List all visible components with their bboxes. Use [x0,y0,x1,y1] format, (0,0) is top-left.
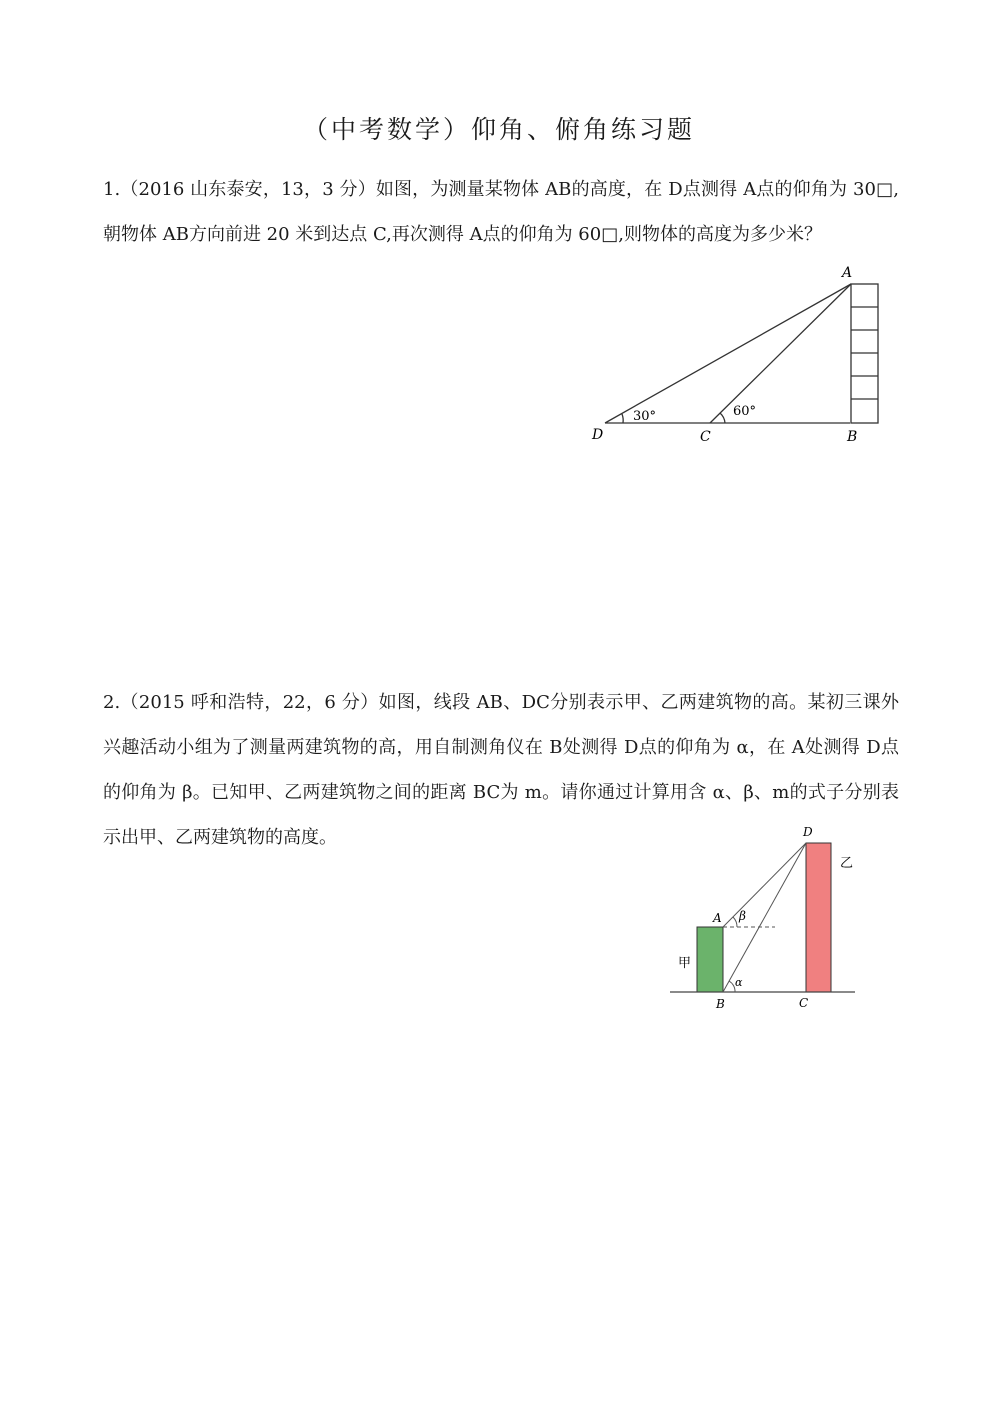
angle-label-beta: β [739,909,746,923]
angle-arc-d [622,414,623,423]
label-c2: C [799,996,809,1010]
problem-2-figure [665,820,865,1015]
label-b2: B [716,997,725,1011]
angle-arc-c [720,413,725,423]
angle-label-30: 30° [633,409,657,424]
angle-label-alpha: α [735,976,743,989]
label-a: A [842,265,853,281]
angle-arc-beta [733,917,737,927]
building-yi [806,843,831,992]
building-jia [697,927,723,992]
page-title: （中考数学）仰角、俯角练习题 [302,115,695,144]
label-b: B [847,429,858,445]
problem-1-text: 1.（2016 山东泰安，13，3 分）如图，为测量某物体 AB的高度，在 D点测得 A点的仰角为 30□,朝物体 AB方向前进 20 米到达点 C,再次测得 A点的仰角为 60□,则物体的高度为多少米？ [103,179,899,245]
label-c: C [700,429,711,445]
label-yi: 乙 [840,856,854,871]
angle-label-60: 60° [733,404,757,419]
label-jia: 甲 [678,956,692,971]
label-d2: D [803,825,813,839]
line-da [605,284,851,423]
problem-1-figure [585,262,885,450]
line-bd [723,843,806,992]
label-a2: A [713,911,722,925]
problem-2-text: 2.（2015 呼和浩特，22，6 分）如图，线段 AB、DC分别表示甲、乙两建筑物的高。某初三课外兴趣活动小组为了测量两建筑物的高，用自制测角仪在 B处测得 D点的仰角为 α，在 A处测得 D点的仰角为 β。已知甲、乙两建筑物之间的距离 BC为 m。请你通过计算用含 α、β、m的式子分别表示出甲、乙两建筑物的高度。 [103,692,899,848]
line-ca [710,284,851,423]
line-ad [723,843,806,927]
label-d: D [592,427,604,443]
